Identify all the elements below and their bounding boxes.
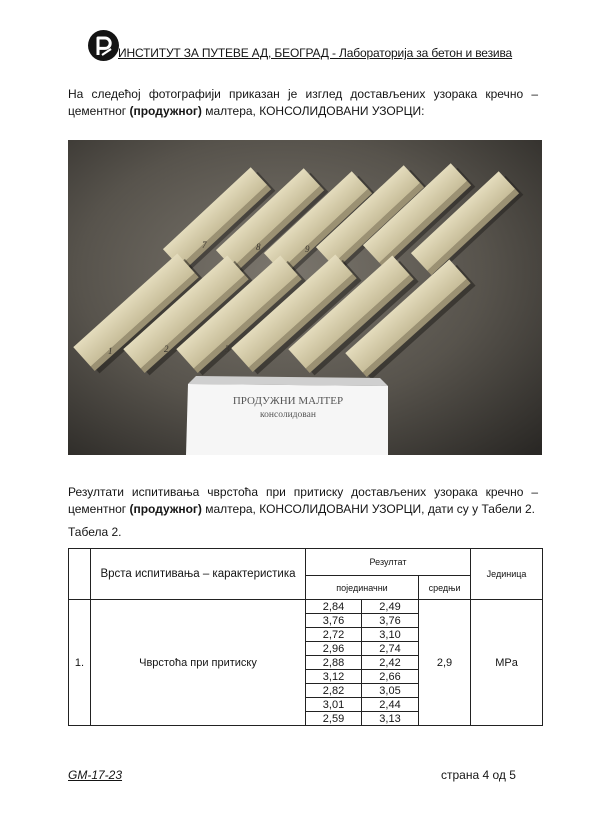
prism-label-1: 1 xyxy=(108,346,113,356)
table-caption: Табела 2. xyxy=(68,525,122,539)
header-result: Резултат xyxy=(306,549,471,576)
individual-value: 2,84 xyxy=(306,600,362,614)
prism-label-7: 7 xyxy=(202,240,207,250)
individual-value: 2,88 xyxy=(306,656,362,670)
row-number: 1. xyxy=(69,600,91,726)
individual-value: 3,13 xyxy=(362,712,419,726)
specimen-photo xyxy=(68,140,542,455)
individual-value: 3,10 xyxy=(362,628,419,642)
prism-label-3: 3 xyxy=(225,344,230,354)
card-title: ПРОДУЖНИ МАЛТЕР xyxy=(232,395,344,407)
header-unit: Јединица xyxy=(471,549,543,600)
individual-value: 2,42 xyxy=(362,656,419,670)
header-mean: средњи xyxy=(419,576,471,600)
individual-value: 3,05 xyxy=(362,684,419,698)
results-line-2-post: малтера, КОНСОЛИДОВАНИ УЗОРЦИ, дати су у Табели 2. xyxy=(201,502,535,516)
specimen-photo-graphic xyxy=(68,140,542,455)
page-number: страна 4 од 5 xyxy=(441,768,516,782)
intro-line-2-post: малтера, КОНСОЛИДОВАНИ УЗОРЦИ: xyxy=(201,104,425,118)
specimen-label-card xyxy=(186,376,388,455)
individual-value: 2,44 xyxy=(362,698,419,712)
row-characteristic: Чврстоћа при притиску xyxy=(91,600,306,726)
mean-value: 2,9 xyxy=(419,600,471,726)
unit-value: MPa xyxy=(471,600,543,726)
intro-line-2-pre: цементног xyxy=(68,104,130,118)
table-header-row-1 xyxy=(69,549,543,576)
intro-line-2-bold: (продужног) xyxy=(129,104,202,118)
intro-paragraph xyxy=(68,86,538,120)
results-paragraph xyxy=(68,484,538,518)
intro-line-1: На следећој фотографији приказан је изглед достављених узорака кречно – xyxy=(68,87,538,101)
prism-label-9: 9 xyxy=(305,244,310,254)
results-line-2 xyxy=(68,501,538,518)
individual-value: 2,66 xyxy=(362,670,419,684)
prism-label-8: 8 xyxy=(256,242,261,252)
individual-value: 2,72 xyxy=(306,628,362,642)
individual-value: 2,96 xyxy=(306,642,362,656)
results-line-2-pre: цементног xyxy=(68,502,130,516)
institute-logo-graphic xyxy=(87,29,120,62)
header-test-type: Врста испитивања – карактеристика xyxy=(91,549,306,600)
intro-line-2 xyxy=(68,103,538,120)
individual-value: 3,76 xyxy=(362,614,419,628)
document-code: GM-17-23 xyxy=(68,768,123,782)
results-line-1: Резултати испитивања чврстоћа при притиску достављених узорака кречно – xyxy=(68,485,538,499)
results-line-2-bold: (продужног) xyxy=(129,502,202,516)
individual-value: 3,12 xyxy=(306,670,362,684)
card-subtitle: консолидован xyxy=(260,410,316,420)
individual-value: 2,82 xyxy=(306,684,362,698)
header-individual: појединачни xyxy=(306,576,419,600)
individual-value: 2,59 xyxy=(306,712,362,726)
logo-circle xyxy=(88,30,119,61)
individual-value: 2,74 xyxy=(362,642,419,656)
header-number xyxy=(69,549,91,600)
table-row xyxy=(69,600,543,614)
page-header-title: ИНСТИТУТ ЗА ПУТЕВЕ АД, БЕОГРАД - Лабораторија за бетон и везива xyxy=(118,46,513,60)
prism-label-2: 2 xyxy=(164,344,169,354)
results-table xyxy=(68,548,543,726)
individual-value: 3,01 xyxy=(306,698,362,712)
individual-value: 3,76 xyxy=(306,614,362,628)
individual-value: 2,49 xyxy=(362,600,419,614)
institute-logo-icon xyxy=(87,29,120,62)
